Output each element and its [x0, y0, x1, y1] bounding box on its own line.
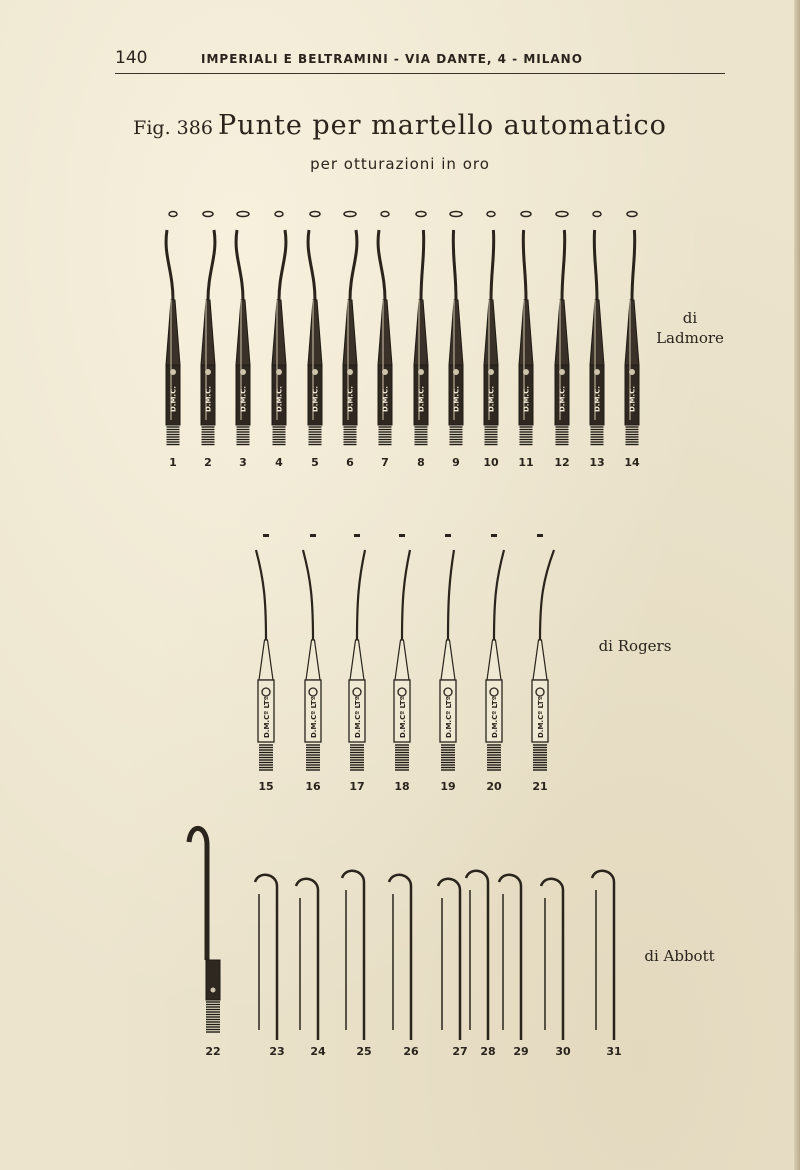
- ladmore-stamp-4: D.M.C.: [275, 386, 284, 412]
- ladmore-stamp-11: D.M.C.: [522, 386, 531, 412]
- ladmore-number-4: 4: [275, 456, 283, 469]
- rogers-instrument-18: [394, 534, 410, 793]
- rogers-number-16: 16: [305, 780, 321, 793]
- rogers-instrument-20: [486, 534, 504, 793]
- ladmore-instrument-4: [272, 212, 286, 470]
- ladmore-number-2: 2: [204, 456, 212, 469]
- ladmore-stamp-5: D.M.C.: [311, 386, 320, 412]
- running-head: IMPERIALI E BELTRAMINI - VIA DANTE, 4 - MILANO: [201, 52, 583, 66]
- rogers-stamp-21: D.M.Cº LTº: [537, 696, 545, 738]
- abbott-instrument-26: [389, 875, 419, 1058]
- abbott-instrument-25: [342, 871, 372, 1058]
- abbott-number-22: 22: [205, 1045, 221, 1058]
- rogers-stamp-17: D.M.Cº LTº: [354, 696, 362, 738]
- abbott-number-26: 26: [403, 1045, 419, 1058]
- ladmore-stamp-2: D.M.C.: [204, 386, 213, 412]
- ladmore-instrument-14: [624, 212, 640, 470]
- abbott-instrument-22: [189, 828, 221, 1058]
- rogers-instrument-15: [256, 534, 274, 793]
- page-number: 140: [115, 48, 148, 68]
- ladmore-instrument-10: [483, 212, 499, 470]
- abbott-number-31: 31: [606, 1045, 622, 1058]
- rogers-stamp-19: D.M.Cº LTº: [445, 696, 453, 738]
- rogers-stamp-18: D.M.Cº LTº: [399, 696, 407, 738]
- abbott-instrument-30: [541, 879, 571, 1058]
- abbott-instrument-23: [255, 875, 285, 1058]
- abbott-number-28: 28: [480, 1045, 496, 1058]
- ladmore-stamp-8: D.M.C.: [417, 386, 426, 412]
- ladmore-number-3: 3: [239, 456, 247, 469]
- rogers-stamp-16: D.M.Cº LTº: [310, 696, 318, 738]
- ladmore-number-9: 9: [452, 456, 460, 469]
- abbott-instrument-24: [296, 879, 326, 1058]
- ladmore-number-14: 14: [624, 456, 640, 469]
- figure-label: Fig. 386: [133, 117, 213, 139]
- ladmore-instrument-2: [201, 212, 215, 470]
- abbott-instrument-31: [592, 871, 622, 1058]
- abbott-number-30: 30: [555, 1045, 571, 1058]
- rogers-number-15: 15: [258, 780, 274, 793]
- ladmore-instrument-13: [589, 212, 604, 470]
- ladmore-stamp-1: D.M.C.: [169, 386, 178, 412]
- figure-main-title: Punte per martello automatico: [218, 110, 667, 141]
- ladmore-stamp-3: D.M.C.: [239, 386, 248, 412]
- ladmore-stamp-14: D.M.C.: [628, 386, 637, 412]
- ladmore-stamp-10: D.M.C.: [487, 386, 496, 412]
- rogers-instrument-21: [532, 534, 554, 793]
- group-label-ladmore-line2: Ladmore: [656, 329, 724, 347]
- ladmore-number-10: 10: [483, 456, 499, 469]
- group-label-rogers: di Rogers: [598, 637, 672, 655]
- abbott-number-23: 23: [269, 1045, 285, 1058]
- figure-subtitle: per otturazioni in oro: [310, 155, 490, 173]
- ladmore-number-11: 11: [518, 456, 534, 469]
- rogers-stamp-20: D.M.Cº LTº: [491, 696, 499, 738]
- rogers-instrument-16: [303, 534, 321, 793]
- ladmore-instrument-9: [449, 212, 463, 470]
- ladmore-stamp-7: D.M.C.: [381, 386, 390, 412]
- abbott-number-25: 25: [356, 1045, 372, 1058]
- ladmore-stamp-6: D.M.C.: [346, 386, 355, 412]
- ladmore-instrument-6: [343, 212, 357, 470]
- rogers-number-19: 19: [440, 780, 456, 793]
- ladmore-instrument-12: [554, 212, 569, 470]
- rogers-number-20: 20: [486, 780, 502, 793]
- abbott-instrument-27: [438, 879, 468, 1058]
- abbott-number-29: 29: [513, 1045, 529, 1058]
- ladmore-number-1: 1: [169, 456, 177, 469]
- ladmore-number-6: 6: [346, 456, 354, 469]
- abbott-number-24: 24: [310, 1045, 326, 1058]
- ladmore-number-12: 12: [554, 456, 570, 469]
- abbott-instrument-28: [466, 871, 496, 1058]
- ladmore-instrument-8: [414, 212, 428, 470]
- abbott-instrument-29: [499, 875, 529, 1058]
- ladmore-instrument-1: [166, 212, 180, 470]
- ladmore-stamp-12: D.M.C.: [558, 386, 567, 412]
- ladmore-instrument-7: [378, 212, 392, 470]
- ladmore-stamp-13: D.M.C.: [593, 386, 602, 412]
- ladmore-number-5: 5: [311, 456, 319, 469]
- rogers-instrument-17: [349, 534, 365, 793]
- abbott-number-27: 27: [452, 1045, 468, 1058]
- ladmore-number-13: 13: [589, 456, 605, 469]
- group-label-abbott: di Abbott: [644, 947, 715, 965]
- ladmore-instrument-11: [518, 212, 533, 470]
- rogers-stamp-15: D.M.Cº LTº: [263, 696, 271, 738]
- rogers-instrument-19: [440, 534, 456, 793]
- rogers-number-21: 21: [532, 780, 548, 793]
- ladmore-instrument-3: [236, 212, 250, 470]
- rogers-number-18: 18: [394, 780, 410, 793]
- ladmore-number-7: 7: [381, 456, 389, 469]
- ladmore-number-8: 8: [417, 456, 425, 469]
- group-label-ladmore-line1: di: [682, 309, 698, 327]
- ladmore-instrument-5: [308, 212, 322, 470]
- rogers-number-17: 17: [349, 780, 365, 793]
- ladmore-stamp-9: D.M.C.: [452, 386, 461, 412]
